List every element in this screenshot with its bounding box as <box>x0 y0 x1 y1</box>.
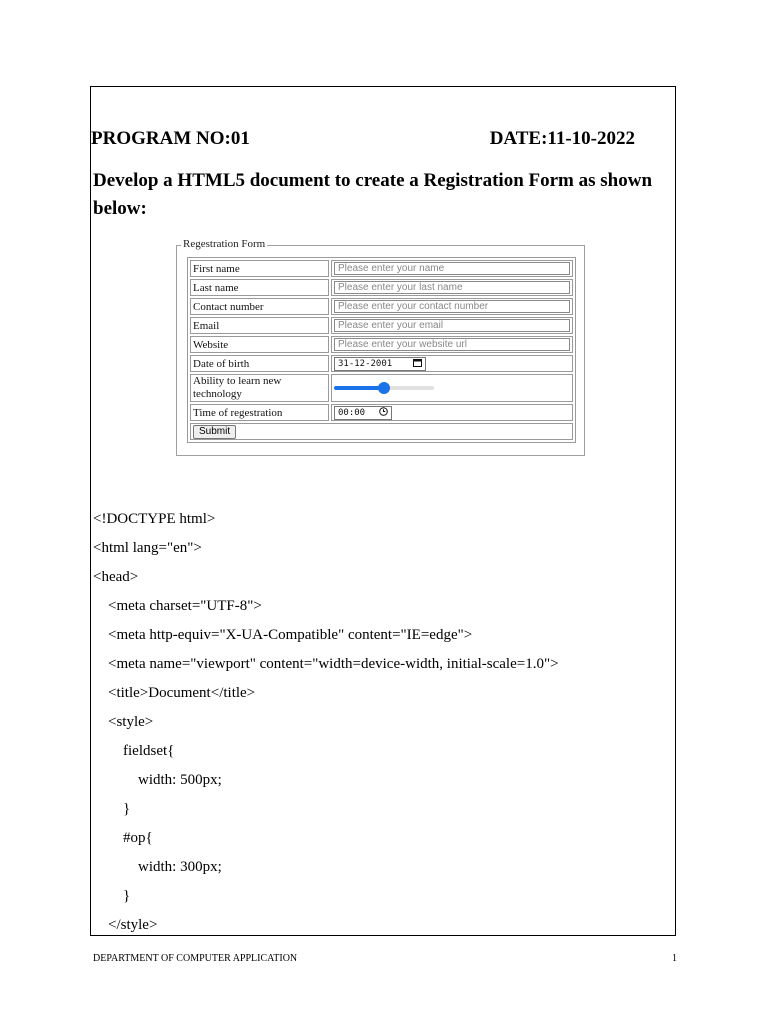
field-cell <box>331 260 573 277</box>
form-row <box>190 374 573 402</box>
website-input[interactable] <box>334 338 570 351</box>
form-row <box>190 336 573 353</box>
code-line: <meta charset="UTF-8"> <box>93 598 262 614</box>
field-cell <box>331 404 573 421</box>
email-input[interactable] <box>334 319 570 332</box>
time-input[interactable] <box>334 406 392 420</box>
page-number: 1 <box>672 953 677 964</box>
code-line: <meta http-equiv="X-UA-Compatible" content="IE=edge"> <box>93 627 473 643</box>
code-line: <head> <box>93 569 139 585</box>
field-label: Contact number <box>190 298 329 315</box>
code-line: fieldset{ <box>93 743 175 759</box>
field-label: Email <box>190 317 329 334</box>
field-label: Last name <box>190 279 329 296</box>
form-row <box>190 317 573 334</box>
field-cell <box>331 279 573 296</box>
clock-icon[interactable] <box>379 407 388 419</box>
department-name: DEPARTMENT OF COMPUTER APPLICATION <box>93 953 298 964</box>
dob-label: Date of birth <box>190 355 329 372</box>
form-table <box>187 257 576 443</box>
code-line: width: 500px; <box>93 772 222 788</box>
registration-form-screenshot <box>174 236 587 457</box>
field-cell <box>331 298 573 315</box>
field-label: First name <box>190 260 329 277</box>
last-name-input[interactable] <box>334 281 570 294</box>
ability-slider[interactable] <box>334 382 434 394</box>
slider-thumb[interactable] <box>378 382 390 394</box>
code-listing <box>93 507 653 942</box>
submit-cell <box>190 423 573 440</box>
code-line: <meta name="viewport" content="width=device-width, initial-scale=1.0"> <box>93 656 559 672</box>
program-number: PROGRAM NO:01 <box>91 128 250 149</box>
code-line: <title>Document</title> <box>93 685 256 701</box>
first-name-input[interactable] <box>334 262 570 275</box>
code-line: </style> <box>93 917 158 933</box>
code-line: <!DOCTYPE html> <box>93 511 216 527</box>
code-line: } <box>93 801 131 817</box>
ability-label: Ability to learn new technology <box>190 374 329 402</box>
field-cell <box>331 336 573 353</box>
fieldset-legend: Regestration Form <box>183 238 266 250</box>
form-row <box>190 355 573 372</box>
contact-number-input[interactable] <box>334 300 570 313</box>
form-row <box>190 279 573 296</box>
form-row <box>190 298 573 315</box>
code-line: #op{ <box>93 830 153 846</box>
field-cell <box>331 374 573 402</box>
code-line: <style> <box>93 714 154 730</box>
submit-button[interactable]: Submit <box>193 425 236 439</box>
dob-value: 31-12-2001 <box>338 358 393 369</box>
field-label: Website <box>190 336 329 353</box>
form-row <box>190 404 573 421</box>
code-line: } <box>93 888 131 904</box>
slider-fill <box>334 386 384 390</box>
program-date: DATE:11-10-2022 <box>489 128 635 149</box>
field-cell <box>331 317 573 334</box>
calendar-icon[interactable] <box>413 358 422 370</box>
time-value: 00:00 <box>338 407 366 418</box>
task-description: Develop a HTML5 document to create a Registration Form as shown below: <box>93 170 653 219</box>
time-label: Time of regestration <box>190 404 329 421</box>
form-row <box>190 260 573 277</box>
form-row <box>190 423 573 440</box>
code-line: <html lang="en"> <box>93 540 202 556</box>
code-line: width: 300px; <box>93 859 222 875</box>
dob-input[interactable] <box>334 357 426 371</box>
field-cell <box>331 355 573 372</box>
